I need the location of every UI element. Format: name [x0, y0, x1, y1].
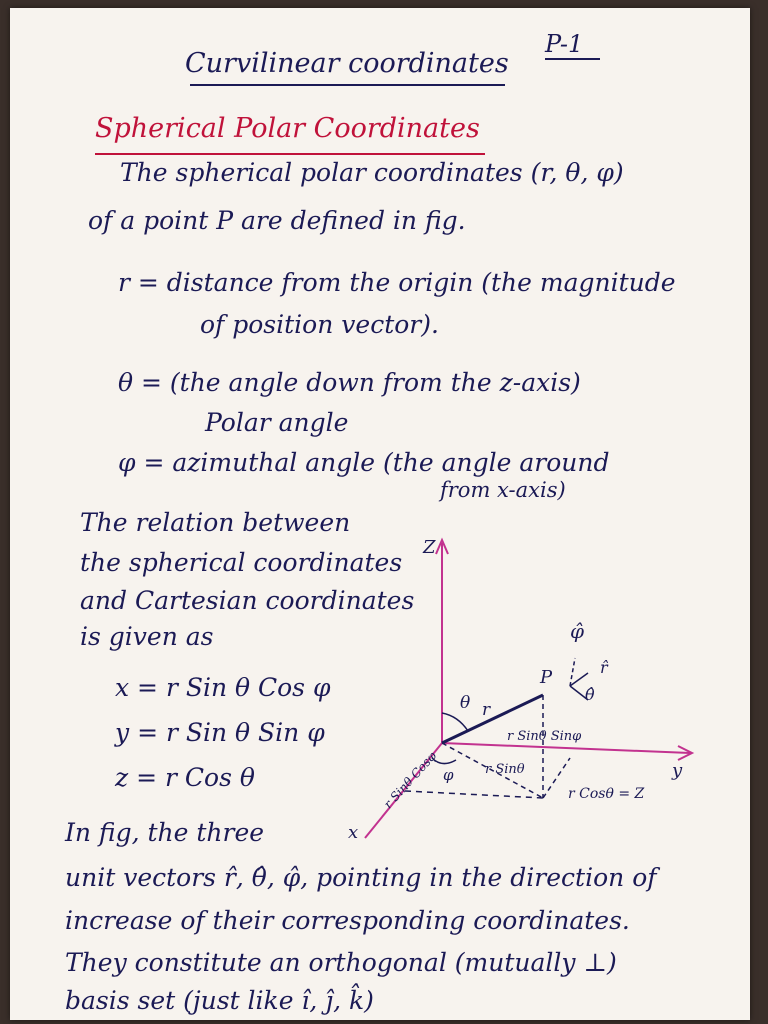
bottom-line-5: basis set (just like î, ĵ, k̂)	[65, 986, 374, 1015]
text-line-3: r = distance from the origin (the magnitude	[118, 268, 676, 297]
section-heading: Spherical Polar Coordinates	[95, 113, 480, 144]
equation-x: x = r Sin θ Cos φ	[115, 673, 331, 702]
text-line-8: from x-axis)	[440, 478, 566, 502]
r-sin-sin-label: r Sinθ Sinφ	[507, 729, 582, 744]
bottom-line-3: increase of their corresponding coordinates.	[65, 906, 630, 935]
theta-label: θ	[460, 693, 471, 713]
text-line-4: of position vector).	[200, 310, 439, 339]
phi-hat-vector	[570, 658, 575, 686]
r-hat-label: r̂	[600, 658, 608, 677]
text-line-2: of a point P are defined in fig.	[88, 206, 466, 235]
theta-hat-label: θ̂	[585, 685, 595, 704]
r-cos-label: r Cosθ = Z	[568, 786, 645, 802]
y-axis-label: y	[672, 760, 683, 781]
spherical-coordinates-figure	[10, 8, 750, 1020]
z-axis-label: Z	[423, 537, 436, 558]
relation-line-2: the spherical coordinates	[80, 548, 403, 577]
y-projection	[543, 758, 570, 798]
theta-arc	[442, 713, 468, 731]
text-line-6: Polar angle	[205, 408, 349, 437]
x-projection	[405, 791, 543, 798]
point-p-label: P	[540, 667, 553, 688]
text-line-1: The spherical polar coordinates (r, θ, φ)	[120, 158, 624, 187]
bottom-line-2: unit vectors r̂, θ̂, φ̂, pointing in the direction of	[65, 863, 657, 892]
page-number: P-1	[545, 30, 584, 58]
equation-y: y = r Sin θ Sin φ	[115, 718, 325, 747]
relation-line-1: The relation between	[80, 508, 351, 537]
r-sin-label: r Sinθ	[485, 762, 525, 777]
y-axis	[442, 743, 690, 753]
x-axis-label: x	[348, 822, 359, 843]
relation-line-4: is given as	[80, 622, 214, 651]
bottom-line-1: In fig, the three	[65, 818, 265, 847]
relation-line-3: and Cartesian coordinates	[80, 586, 415, 615]
bottom-line-4: They constitute an orthogonal (mutually ⊥)	[65, 948, 617, 977]
text-line-5: θ = (the angle down from the z-axis)	[118, 368, 581, 397]
phi-label: φ	[443, 766, 454, 784]
text-line-7: φ = azimuthal angle (the angle around	[118, 448, 610, 477]
r-sin-cos-label: r Sinθ Cosφ	[381, 748, 440, 812]
notebook-page	[10, 8, 750, 1020]
page-title: Curvilinear coordinates	[185, 48, 509, 79]
phi-hat-label: φ̂	[570, 619, 585, 643]
equation-z: z = r Cos θ	[115, 763, 255, 792]
r-label: r	[482, 700, 491, 720]
